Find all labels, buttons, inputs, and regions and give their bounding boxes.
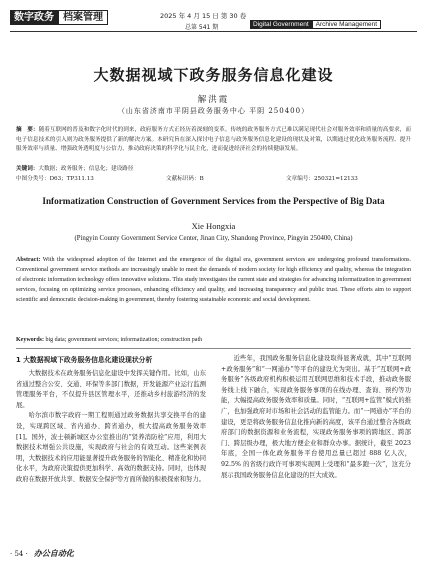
keywords-label-cn: 关键词： bbox=[16, 166, 39, 172]
paragraph: 近些年，我国政务服务信息化建设取得显著成就，其中“互联网+政务服务”和“一网通办”等平台的建设尤为突出。基于“互联网+政务服务”各级政府机构积极运用互联网思维和技术手段，推动政务服务线上线下融合，实现政务服务事项的在线办理、查询、预约等功能，大幅提高政务服务效率和质量。同时，“互联网+监管”模式的推广，也加强政府对市场和社会活动的监管能力。而“一网通办”平台的建设，更是将政务服务信息化推向新的高度，该平台通过整合各级政府部门的数据资源和业务流程，实现政务服务事项的跨地区、跨部门、跨层级办理，极大地方便企业和群众办事。据统计，截至 2023 年底，全国一体化政务服务平台使用总量已超过 888 亿人次，92.5% 的省级行政许可事项实现网上受理和“最多跑一次”，这充分展示我国政务服务信息化建设的巨大成效。 bbox=[221, 355, 411, 479]
abstract-text-cn: 随着互联网的普及和数字化时代的到来，政府服务方式正经历着深刻的变革。传统的政务服务方式已难以满足现代社会对服务效率和质量的高要求，而电子信息技术的引入则为政务服务提供了新的解决方案。本研究旨在深入探讨电子信息与政务服务信息化建设的现状及对策，以期通过优化政务服务流程、提升服务效率与质量、增强政务透明度与公信力，推动政府决策的科学化与民主化，进而促进经济社会的持续健康发展。 bbox=[16, 127, 411, 153]
abstract-en bbox=[16, 256, 411, 306]
abstract-label-en: Abstract: bbox=[16, 257, 41, 263]
keywords-text-en: big data; government services; informatization; construction path bbox=[45, 337, 203, 343]
header-date-issue: 2025 年 4 月 15 日 第 30 卷 bbox=[160, 12, 247, 20]
header-total-issue: 总第 541 期 bbox=[185, 24, 219, 31]
article-author-cn: 解洪霞 bbox=[197, 95, 230, 105]
paragraph: 哈尔滨市数字政府一期工程则通过政务数据共享交换平台的建设，实现跨区域、省内通办、跨省通办，极大提高政务服务效率[1]。国外，波士顿新城区办公室推出的“贤养消防栓”应用，利用大数据技术增强公共设施，实现政府与社会的有效互动。这些案例表明，大数据技术的应用能显著提升政务服务的智能化、精准化和协同化水平，为政府决策提供更加科学、高效的数据支持。同时，也体现政府在数据开放共享、数据安全保护等方面所做的积极探索和努力。 bbox=[16, 412, 206, 483]
paragraph: 大数据技术在政务服务信息化建设中发挥关键作用。比如，山东省通过整合公安、交通、环保等多部门数据，开发能源产业运行监测管理服务平台，不仅提升县区管理水平，还推动乡村旅游经济的发展。 bbox=[16, 370, 206, 409]
keywords-label-en: Keywords: bbox=[16, 337, 44, 343]
abstract-text-en: With the widespread adoption of the Internet and the emergence of the digital era, government services are undergoing profound transformations. Conventional government service methods are increasingly unable to meet the demands of modern society for high efficiency and quality, whereas the integration of electronic information technology offers innovative solutions. This study investigates the current state and strategies for advancing informatization in government services, focusing on optimizing service processes, enhancing efficiency and quality, and increasing transparency and public trust. These efforts aim to support scientific and democratic decision-making in government, thereby fostering sustainable economic and social development. bbox=[16, 257, 412, 303]
keywords-text-cn: 大数据；政务服务；信息化；建设路径 bbox=[38, 166, 134, 172]
article-author-en: Xie Hongxia bbox=[191, 221, 236, 231]
header-section-cn: 数字政务 bbox=[10, 10, 58, 25]
clc-number: 中图分类号：D63；TP311.13 bbox=[16, 176, 94, 182]
body-column-left bbox=[16, 354, 206, 486]
abstract-cn bbox=[16, 126, 411, 155]
article-affiliation-en: (Pingyin County Government Service Center, Jinan City, Shandong Province, Pingyin 250400, China) bbox=[74, 235, 353, 242]
page-footer bbox=[10, 548, 74, 559]
header-section-en: Digital Government bbox=[250, 20, 312, 29]
keywords-cn bbox=[16, 165, 411, 174]
header-section-tag bbox=[10, 10, 118, 25]
section-heading: 1 大数据视域下政务服务信息化建设现状分析 bbox=[16, 356, 153, 364]
article-affiliation-cn: （山东省济南市平阴县政务服务中心 平阴 250400） bbox=[117, 107, 310, 115]
classification-row bbox=[16, 175, 411, 184]
abstract-label-cn: 摘 要： bbox=[16, 127, 39, 133]
header-section-tag-en bbox=[250, 20, 381, 29]
page-number: · 54 · bbox=[10, 549, 28, 558]
magazine-name: 办公自动化 bbox=[33, 549, 74, 558]
abstract-divider bbox=[16, 348, 411, 349]
article-number: 文章编号：250321=12133 bbox=[286, 176, 358, 182]
header-divider bbox=[10, 31, 417, 32]
body-column-right bbox=[221, 354, 411, 481]
document-code: 文献标识码：B bbox=[166, 176, 204, 182]
header-column-cn: 档案管理 bbox=[58, 10, 108, 25]
article-title-en: Informatization Construction of Government Services from the Perspective of Big Data bbox=[42, 196, 385, 206]
header-column-en: Archive Management bbox=[312, 20, 381, 29]
article-title-cn: 大数据视域下政务服务信息化建设 bbox=[93, 66, 334, 84]
keywords-en bbox=[16, 336, 411, 346]
